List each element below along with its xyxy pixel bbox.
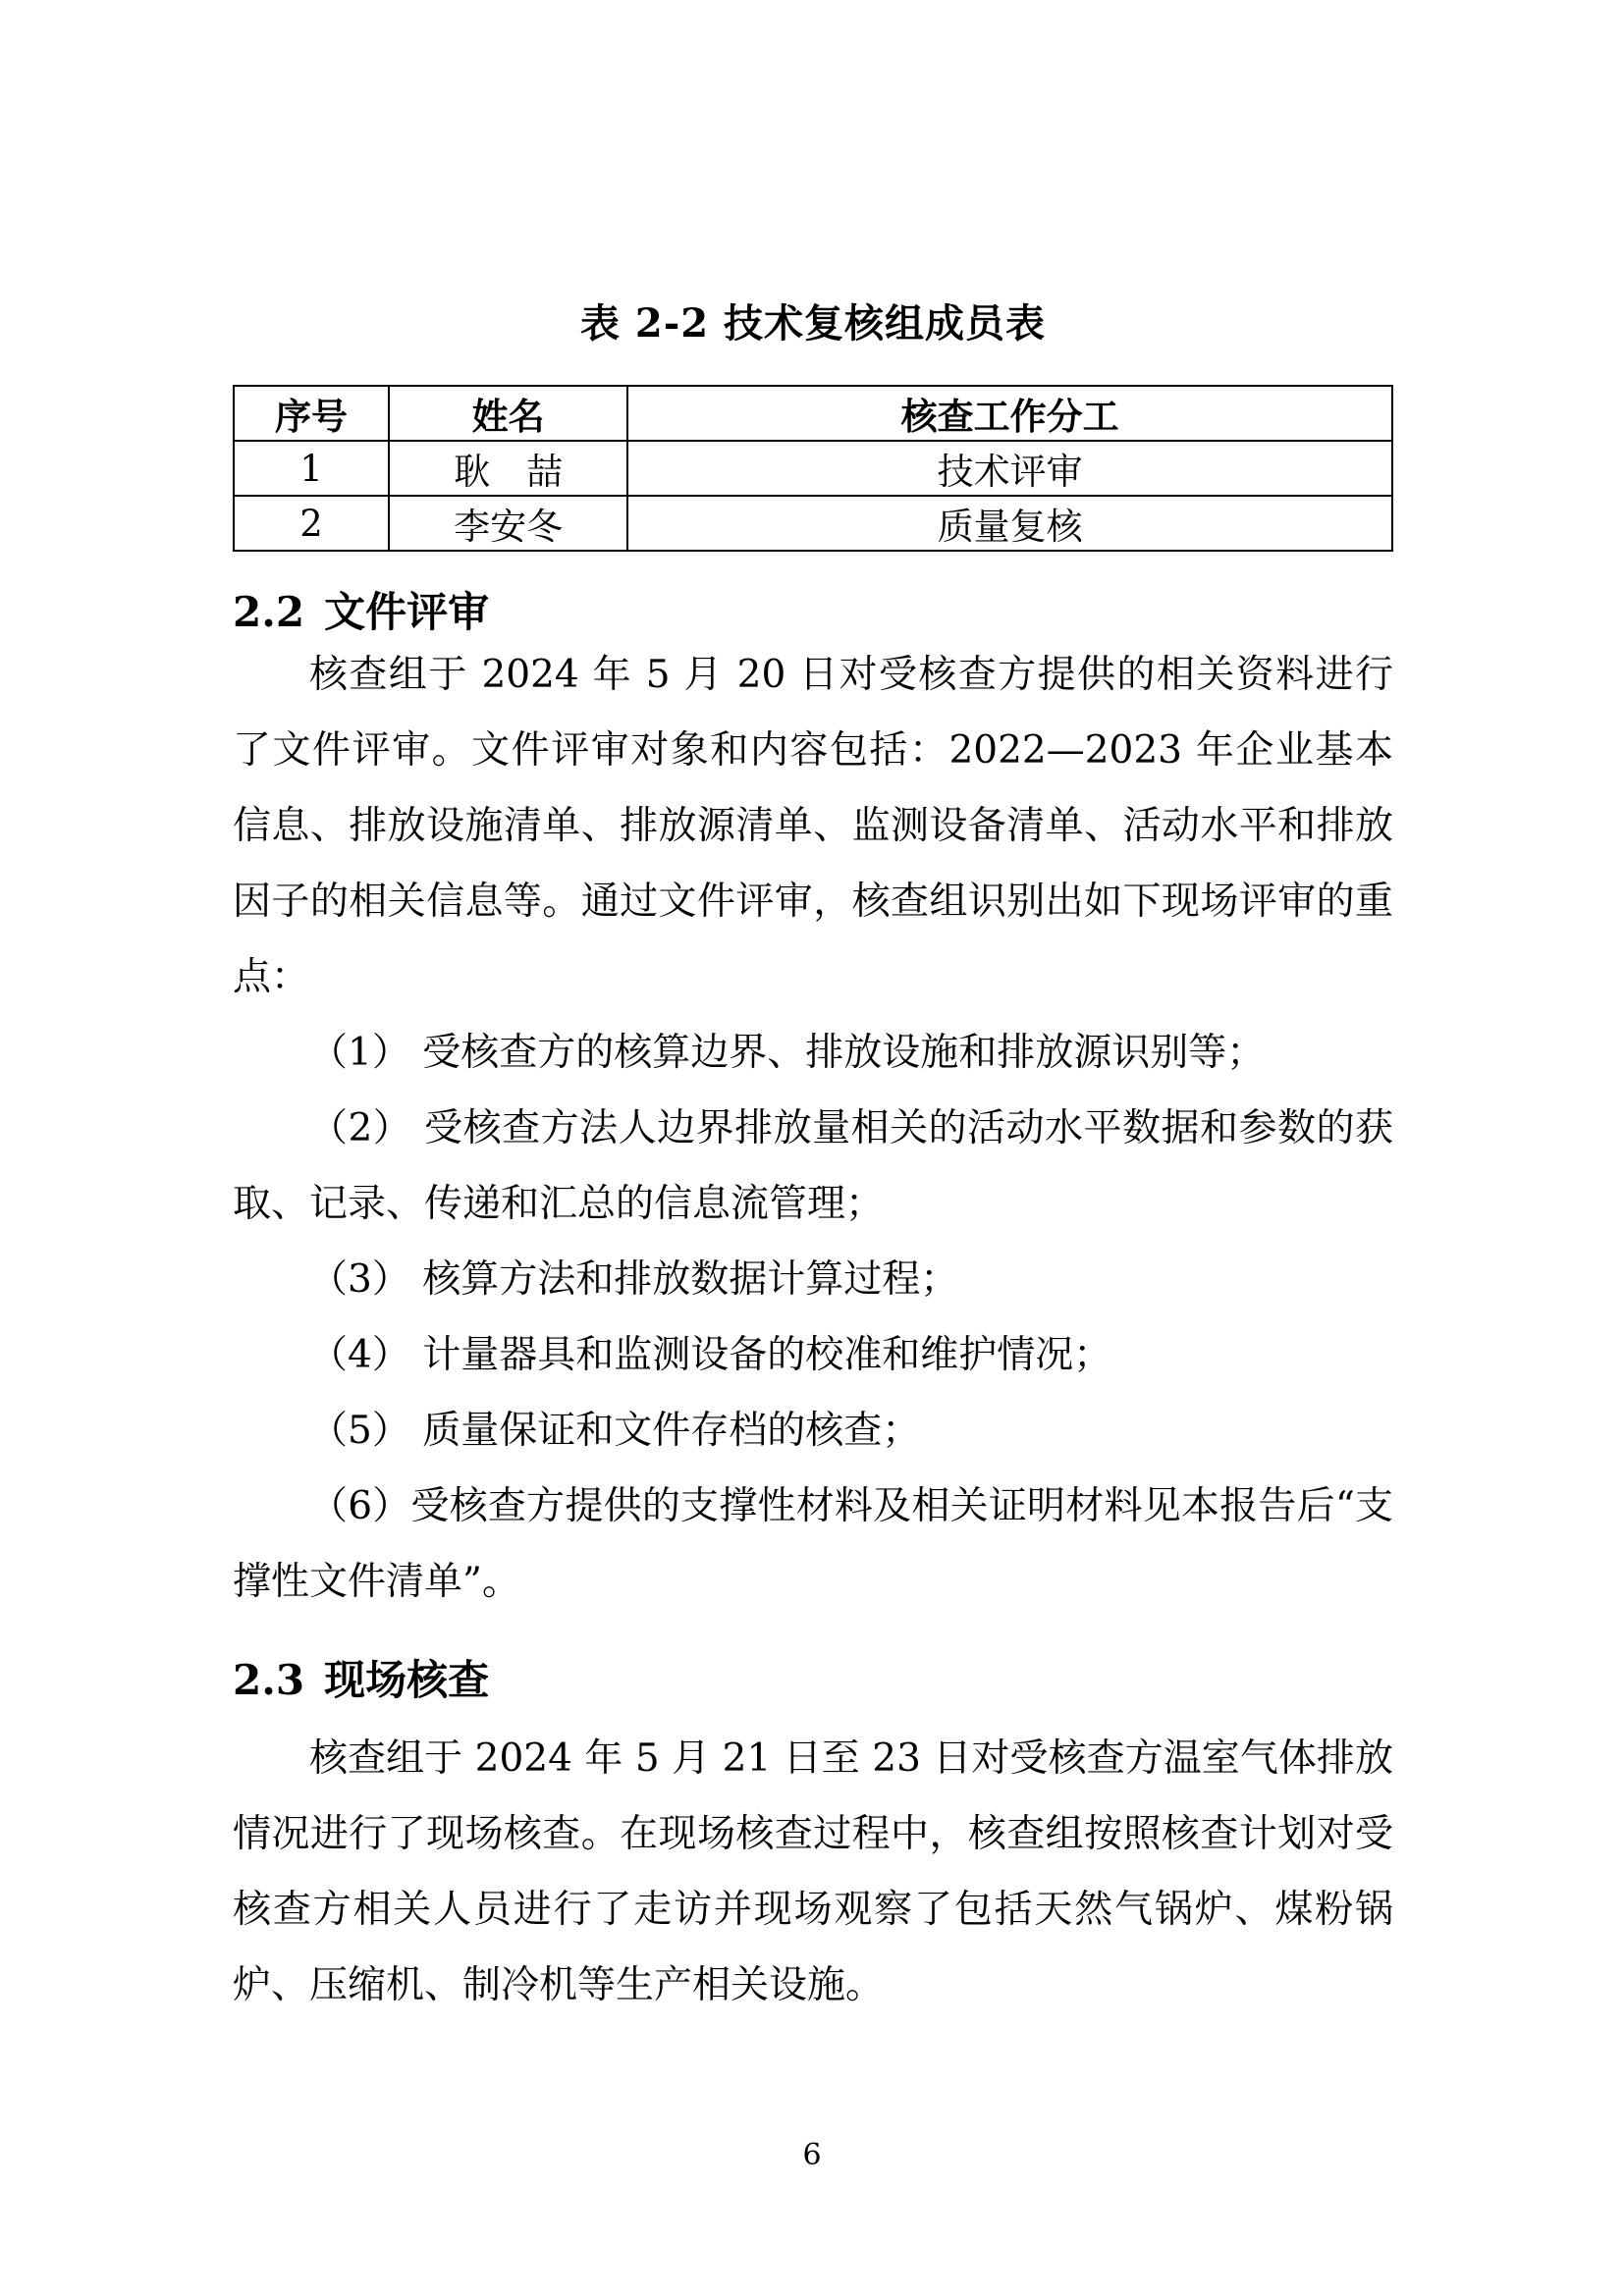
page-number: 6 — [802, 2138, 822, 2172]
cell-no: 1 — [234, 441, 389, 496]
cell-name: 李安冬 — [389, 496, 627, 551]
table-header-row — [234, 386, 1392, 441]
table-row — [234, 441, 1392, 496]
review-item: （1） 受核查方的核算边界、排放设施和排放源识别等； — [309, 1031, 1266, 1075]
section-number: 2.2 — [233, 588, 305, 636]
col-header-name: 姓名 — [389, 386, 627, 441]
review-item: （5） 质量保证和文件存档的核查； — [309, 1409, 921, 1453]
section-title: 文件评审 — [324, 588, 490, 636]
section-number: 2.3 — [233, 1656, 305, 1704]
col-header-no: 序号 — [234, 386, 389, 441]
section-heading-onsite-verification — [233, 1656, 1393, 1705]
col-header-role: 核查工作分工 — [627, 386, 1392, 441]
cell-name: 耿 喆 — [389, 441, 627, 496]
page-content — [233, 300, 1393, 2023]
table-title: 表 2-2 技术复核组成员表 — [579, 300, 1047, 347]
section-heading-document-review — [233, 588, 1393, 637]
members-table — [233, 385, 1393, 552]
review-item: （6）受核查方提供的支撑性材料及相关证明材料见本报告后“支撑性文件清单”。 — [233, 1484, 1393, 1604]
review-item: （3） 核算方法和排放数据计算过程； — [309, 1257, 959, 1302]
section-title: 现场核查 — [324, 1656, 490, 1704]
cell-role: 质量复核 — [627, 496, 1392, 551]
cell-no: 2 — [234, 496, 389, 551]
review-item: （2） 受核查方法人边界排放量相关的活动水平数据和参数的获取、记录、传递和汇总的信息流管理； — [233, 1106, 1393, 1226]
cell-role: 技术评审 — [627, 441, 1392, 496]
review-item: （4） 计量器具和监测设备的校准和维护情况； — [309, 1333, 1112, 1377]
table-row — [234, 496, 1392, 551]
paragraph-document-review: 核查组于 2024 年 5 月 20 日对受核查方提供的相关资料进行了文件评审。文件评审对象和内容包括：2022—2023 年企业基本信息、排放设施清单、排放源清单、监测设备清单、活动水平和排放因子的相关信息等。通过文件评审，核查组识别出如下现场评审的重点： — [233, 653, 1393, 999]
paragraph-onsite-verification: 核查组于 2024 年 5 月 21 日至 23 日对受核查方温室气体排放情况进行了现场核查。在现场核查过程中，核查组按照核查计划对受核查方相关人员进行了走访并现场观察了包括天然气锅炉、煤粉锅炉、压缩机、制冷机等生产相关设施。 — [233, 1736, 1393, 2007]
